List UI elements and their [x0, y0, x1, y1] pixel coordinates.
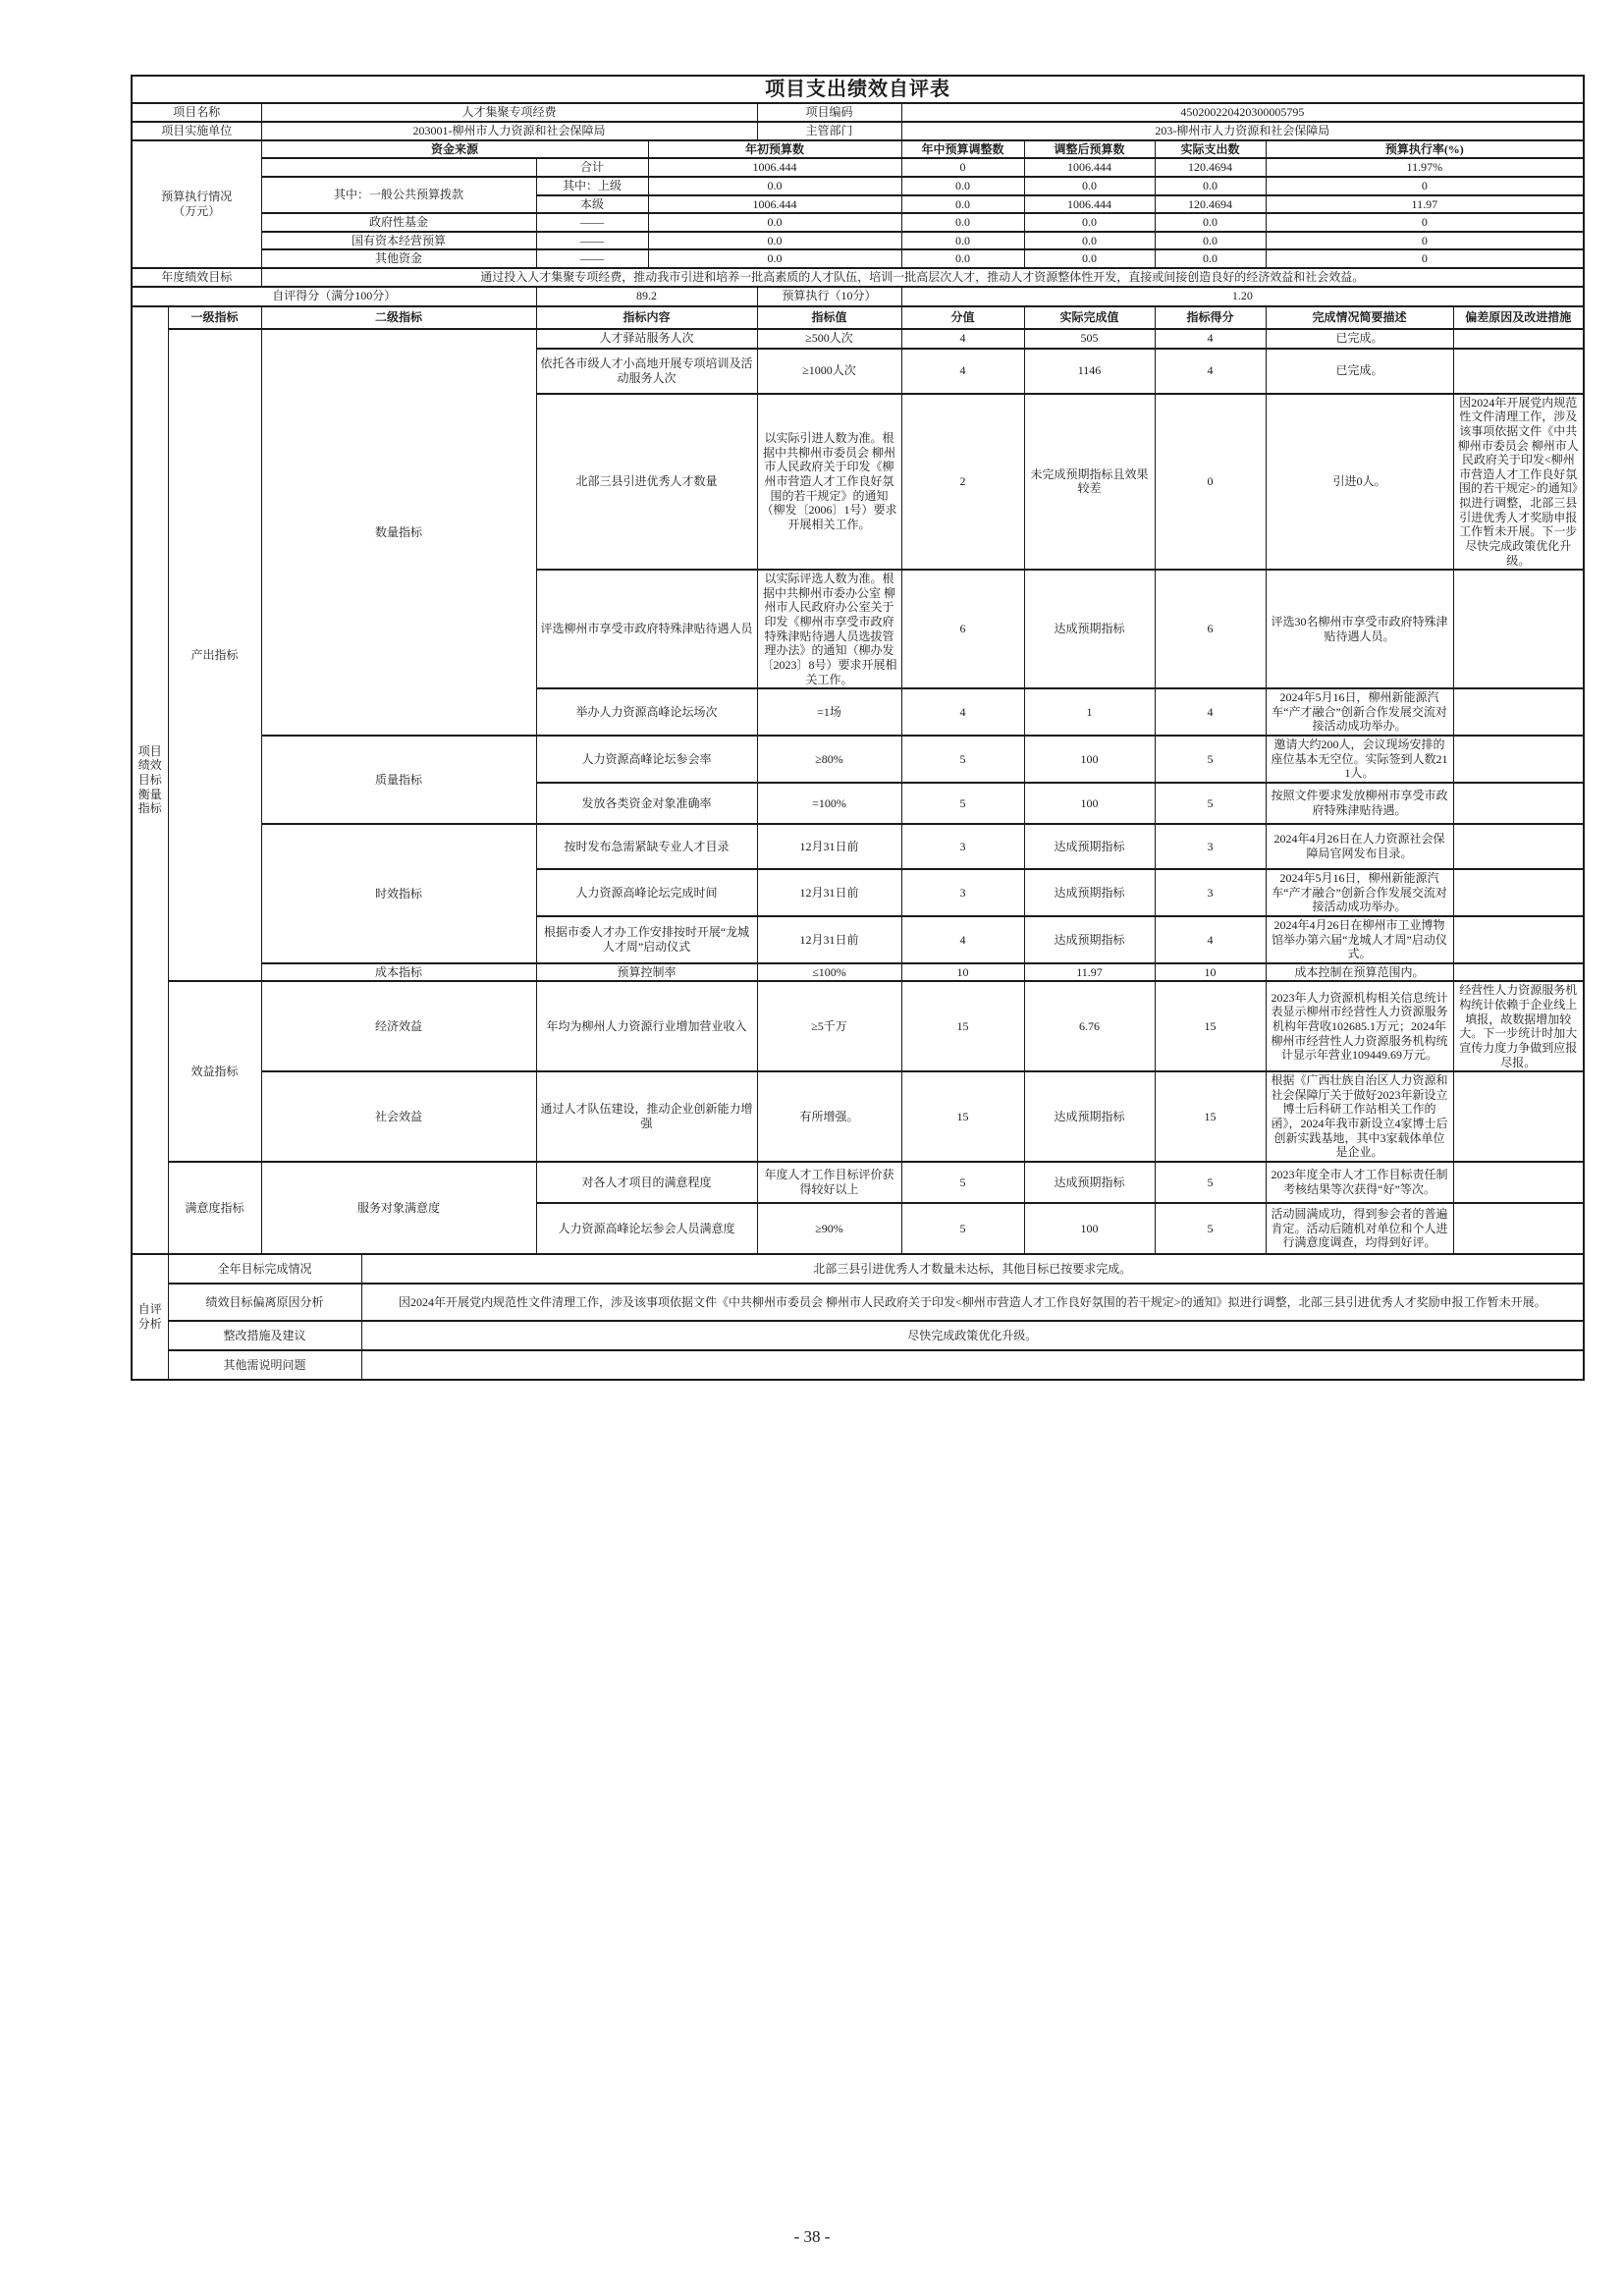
table-row: [132, 287, 1584, 306]
indicator-target: 以实际引进人数为准。根据中共柳州市委员会 柳州市人民政府关于印发《柳州市营造人才工作良好氛围的若干规定》的通知（柳发〔2006〕1号）要求开展相关工作。: [757, 394, 901, 571]
indicator-points: 4: [1155, 349, 1266, 394]
indicator-points: 15: [1155, 1071, 1266, 1162]
self-evaluation-table: [131, 75, 1585, 1381]
fund-mid-adjust: 0.0: [901, 249, 1024, 268]
table-row: [132, 76, 1584, 103]
indicator-actual: 达成预期指标: [1024, 824, 1155, 869]
fund-name: 其中：一般公共预算拨款: [261, 177, 536, 213]
indicator-points: 4: [1155, 688, 1266, 736]
indicator-desc: 邀请大约200人，会议现场安排的座位基本无空位。实际签到人数211人。: [1266, 736, 1453, 783]
fund-adjusted: 1006.444: [1024, 195, 1155, 214]
table-row: [132, 177, 1584, 195]
fund-sub-label: 其中：上级: [536, 177, 648, 195]
indicator-actual: 未完成预期指标且效果较差: [1024, 394, 1155, 571]
indicator-deviation: [1453, 570, 1584, 688]
indicator-deviation: [1453, 688, 1584, 736]
indicator-desc: 已完成。: [1266, 349, 1453, 394]
annual-goal-label: 年度绩效目标: [132, 268, 261, 287]
indicator-actual: 100: [1024, 783, 1155, 824]
budget-header-adjusted: 调整后预算数: [1024, 140, 1155, 159]
col-header-deviation: 偏差原因及改进措施: [1453, 306, 1584, 329]
fund-sub-label: 合计: [536, 158, 648, 177]
indicator-actual: 达成预期指标: [1024, 1162, 1155, 1203]
fund-name: 政府性基金: [261, 213, 536, 232]
indicator-content: 按时发布急需紧缺专业人才目录: [536, 824, 757, 869]
indicator-target: 有所增强。: [757, 1071, 901, 1162]
indicator-deviation: [1453, 1162, 1584, 1203]
table-row: [132, 268, 1584, 287]
unit-label: 项目实施单位: [132, 122, 261, 140]
budget-exec-score-value: 1.20: [901, 287, 1584, 306]
indicator-content: 年均为柳州人力资源行业增加营业收入: [536, 981, 757, 1071]
indicator-content: 人力资源高峰论坛参会人员满意度: [536, 1203, 757, 1254]
indicator-actual: 达成预期指标: [1024, 1071, 1155, 1162]
indicator-actual: 505: [1024, 329, 1155, 349]
indicator-target: ≥80%: [757, 736, 901, 783]
indicator-deviation: [1453, 783, 1584, 824]
indicator-desc: 活动圆满成功，得到参会者的普遍肯定。活动后随机对单位和个人进行满意度调查，均得到好评。: [1266, 1203, 1453, 1254]
fund-initial: 0.0: [648, 249, 901, 268]
fund-actual: 0.0: [1155, 232, 1266, 250]
level1-satisfaction: 满意度指标: [168, 1162, 261, 1254]
table-row: [132, 158, 1584, 177]
indicator-score: 4: [901, 916, 1024, 963]
fund-adjusted: 0.0: [1024, 177, 1155, 195]
level2-economic: 经济效益: [261, 981, 536, 1071]
indicator-target: ≥5千万: [757, 981, 901, 1071]
indicator-desc: 2024年4月26日在人力资源社会保障局官网发布目录。: [1266, 824, 1453, 869]
indicator-points: 10: [1155, 963, 1266, 982]
indicator-score: 2: [901, 394, 1024, 571]
fund-initial: 0.0: [648, 232, 901, 250]
budget-header-mid-adjust: 年中预算调整数: [901, 140, 1024, 159]
indicator-desc: 按照文件要求发放柳州市享受市政府特殊津贴待遇。: [1266, 783, 1453, 824]
fund-mid-adjust: 0: [901, 158, 1024, 177]
indicator-points: 5: [1155, 1162, 1266, 1203]
indicator-actual: 6.76: [1024, 981, 1155, 1071]
indicator-score: 4: [901, 688, 1024, 736]
indicator-target: ≥500人次: [757, 329, 901, 349]
indicator-actual: 11.97: [1024, 963, 1155, 982]
indicator-content: 通过人才队伍建设，推动企业创新能力增强: [536, 1071, 757, 1162]
indicator-target: =100%: [757, 783, 901, 824]
col-header-score: 分值: [901, 306, 1024, 329]
indicator-deviation: [1453, 869, 1584, 916]
indicator-desc: 根据《广西壮族自治区人力资源和社会保障厅关于做好2023年新设立博士后科研工作站相关工作的函》，2024年我市新设立4家博士后创新实践基地，其中3家载体单位是企业。: [1266, 1071, 1453, 1162]
indicator-points: 5: [1155, 1203, 1266, 1254]
indicator-desc: 评选30名柳州市享受市政府特殊津贴待遇人员。: [1266, 570, 1453, 688]
indicator-score: 5: [901, 1162, 1024, 1203]
indicator-deviation: [1453, 1203, 1584, 1254]
level2-cost: 成本指标: [261, 963, 536, 982]
col-header-target: 指标值: [757, 306, 901, 329]
indicator-score: 5: [901, 1203, 1024, 1254]
indicator-points: 0: [1155, 394, 1266, 571]
indicator-content: 评选柳州市享受市政府特殊津贴待遇人员: [536, 570, 757, 688]
table-row: [132, 232, 1584, 250]
project-code-value: 450200220420300005795: [901, 103, 1584, 122]
project-name-label: 项目名称: [132, 103, 261, 122]
summary-content: 因2024年开展党内规范性文件清理工作，涉及该事项依据文件《中共柳州市委员会 柳州市人民政府关于印发<柳州市营造人才工作良好氛围的若干规定>的通知》拟进行调整，北部三县引进优秀人才奖励申报工作暂未开展。: [361, 1284, 1584, 1321]
indicator-target: ≥90%: [757, 1203, 901, 1254]
indicator-deviation: 经营性人力资源服务机构统计依赖于企业线上填报，故数据增加较大。下一步统计时加大宣传力度力争做到应报尽报。: [1453, 981, 1584, 1071]
indicator-deviation: [1453, 916, 1584, 963]
table-row: [132, 306, 1584, 329]
level2-quantity: 数量指标: [261, 329, 536, 736]
indicator-actual: 100: [1024, 1203, 1155, 1254]
indicator-desc: 2023年度全市人才工作目标责任制考核结果等次获得“好”等次。: [1266, 1162, 1453, 1203]
level2-social: 社会效益: [261, 1071, 536, 1162]
indicator-points: 3: [1155, 869, 1266, 916]
budget-section-label: 预算执行情况（万元）: [132, 140, 261, 268]
fund-exec-rate: 0: [1266, 177, 1584, 195]
col-header-desc: 完成情况简要描述: [1266, 306, 1453, 329]
budget-header-initial: 年初预算数: [648, 140, 901, 159]
table-row: [132, 140, 1584, 159]
indicator-deviation: [1453, 1071, 1584, 1162]
summary-content: [361, 1350, 1584, 1380]
summary-content: 尽快完成政策优化升级。: [361, 1321, 1584, 1350]
fund-mid-adjust: 0.0: [901, 213, 1024, 232]
indicator-target: ≤100%: [757, 963, 901, 982]
fund-mid-adjust: 0.0: [901, 177, 1024, 195]
table-row: [132, 963, 1584, 982]
page-number: - 38 -: [793, 2227, 831, 2246]
table-row: [132, 249, 1584, 268]
summary-label: 绩效目标偏离原因分析: [168, 1284, 361, 1321]
summary-content: 北部三县引进优秀人才数量未达标，其他目标已按要求完成。: [361, 1254, 1584, 1284]
budget-header-source: 资金来源: [261, 140, 648, 159]
fund-sub-label: 本级: [536, 195, 648, 214]
project-code-label: 项目编码: [757, 103, 901, 122]
indicator-score: 4: [901, 349, 1024, 394]
indicator-target: 12月31日前: [757, 869, 901, 916]
fund-exec-rate: 11.97: [1266, 195, 1584, 214]
project-name-value: 人才集聚专项经费: [261, 103, 757, 122]
indicator-score: 5: [901, 736, 1024, 783]
indicator-target: ≥1000人次: [757, 349, 901, 394]
level1-benefit: 效益指标: [168, 981, 261, 1162]
fund-mid-adjust: 0.0: [901, 195, 1024, 214]
fund-actual: 0.0: [1155, 249, 1266, 268]
table-row: [132, 736, 1584, 783]
indicator-deviation: [1453, 963, 1584, 982]
fund-actual: 120.4694: [1155, 195, 1266, 214]
summary-label: 全年目标完成情况: [168, 1254, 361, 1284]
indicator-desc: 已完成。: [1266, 329, 1453, 349]
table-row: [132, 981, 1584, 1071]
budget-header-exec-rate: 预算执行率(%): [1266, 140, 1584, 159]
col-header-level2: 二级指标: [261, 306, 536, 329]
fund-actual: 0.0: [1155, 177, 1266, 195]
fund-sub-label: ——: [536, 249, 648, 268]
indicator-points: 5: [1155, 783, 1266, 824]
indicator-score: 15: [901, 1071, 1024, 1162]
fund-name: 国有资本经营预算: [261, 232, 536, 250]
indicator-deviation: [1453, 736, 1584, 783]
indicator-actual: 达成预期指标: [1024, 869, 1155, 916]
indicator-target: 年度人才工作目标评价获得较好以上: [757, 1162, 901, 1203]
table-row: [132, 1162, 1584, 1203]
fund-initial: 1006.444: [648, 195, 901, 214]
indicator-points: 3: [1155, 824, 1266, 869]
self-score-value: 89.2: [536, 287, 757, 306]
fund-exec-rate: 0: [1266, 213, 1584, 232]
indicator-content: 北部三县引进优秀人才数量: [536, 394, 757, 571]
indicator-actual: 达成预期指标: [1024, 916, 1155, 963]
indicator-deviation: [1453, 329, 1584, 349]
indicator-desc: 2024年5月16日，柳州新能源汽车“产才融合”创新合作发展交流对接活动成功举办。: [1266, 688, 1453, 736]
indicator-deviation: [1453, 824, 1584, 869]
dept-value: 203-柳州市人力资源和社会保障局: [901, 122, 1584, 140]
level2-quality: 质量指标: [261, 736, 536, 824]
fund-exec-rate: 0: [1266, 232, 1584, 250]
fund-actual: 120.4694: [1155, 158, 1266, 177]
indicator-content: 人力资源高峰论坛参会率: [536, 736, 757, 783]
fund-initial: 0.0: [648, 213, 901, 232]
indicator-desc: 引进0人。: [1266, 394, 1453, 571]
indicator-target: 12月31日前: [757, 824, 901, 869]
indicator-desc: 成本控制在预算范围内。: [1266, 963, 1453, 982]
indicator-points: 15: [1155, 981, 1266, 1071]
indicator-content: 人才驿站服务人次: [536, 329, 757, 349]
table-row: [132, 122, 1584, 140]
indicator-content: 依托各市级人才小高地开展专项培训及活动服务人次: [536, 349, 757, 394]
indicator-actual: 100: [1024, 736, 1155, 783]
fund-name: [261, 158, 536, 177]
indicator-content: 人力资源高峰论坛完成时间: [536, 869, 757, 916]
indicator-actual: 达成预期指标: [1024, 570, 1155, 688]
indicator-points: 4: [1155, 329, 1266, 349]
budget-exec-score-label: 预算执行（10分）: [757, 287, 901, 306]
table-row: [132, 329, 1584, 349]
fund-adjusted: 0.0: [1024, 232, 1155, 250]
indicator-score: 15: [901, 981, 1024, 1071]
fund-exec-rate: 11.97%: [1266, 158, 1584, 177]
summary-label: 其他需说明问题: [168, 1350, 361, 1380]
indicator-desc: 2023年人力资源机构相关信息统计表显示柳州市经营性人力资源服务机构年营收102685.1万元；2024年柳州市经营性人力资源服务机构统计显示年营业109449.69万元。: [1266, 981, 1453, 1071]
indicator-desc: 2024年5月16日，柳州新能源汽车“产才融合”创新合作发展交流对接活动成功举办。: [1266, 869, 1453, 916]
indicators-side-label: 项目绩效目标衡量指标: [132, 306, 168, 1254]
self-score-label: 自评得分（满分100分）: [132, 287, 536, 306]
indicator-points: 4: [1155, 916, 1266, 963]
indicator-deviation: 因2024年开展党内规范性文件清理工作，涉及该事项依据文件《中共柳州市委员会 柳州市人民政府关于印发<柳州市营造人才工作良好氛围的若干规定>的通知》拟进行调整，北部三县引进优秀人才奖励申报工作暂未开展。下一步尽快完成政策优化升级。: [1453, 394, 1584, 571]
indicator-score: 5: [901, 783, 1024, 824]
summary-side-label: 自评分析: [132, 1254, 168, 1380]
fund-name: 其他资金: [261, 249, 536, 268]
fund-mid-adjust: 0.0: [901, 232, 1024, 250]
table-row: [132, 1350, 1584, 1380]
col-header-points: 指标得分: [1155, 306, 1266, 329]
indicator-score: 3: [901, 824, 1024, 869]
table-row: [132, 824, 1584, 869]
level1-output: 产出指标: [168, 329, 261, 982]
fund-adjusted: 1006.444: [1024, 158, 1155, 177]
level2-service: 服务对象满意度: [261, 1162, 536, 1254]
table-row: [132, 1321, 1584, 1350]
indicator-points: 6: [1155, 570, 1266, 688]
indicator-desc: 2024年4月26日在柳州市工业博物馆举办第六届“龙城人才周”启动仪式。: [1266, 916, 1453, 963]
table-row: [132, 103, 1584, 122]
annual-goal-text: 通过投入人才集聚专项经费，推动我市引进和培养一批高素质的人才队伍，培训一批高层次人才，推动人才资源整体性开发，直接或间接创造良好的经济效益和社会效益。: [261, 268, 1584, 287]
page-title: 项目支出绩效自评表: [132, 76, 1584, 103]
indicator-actual: 1: [1024, 688, 1155, 736]
fund-sub-label: ——: [536, 232, 648, 250]
indicator-content: 根据市委人才办工作安排按时开展“龙城人才周”启动仪式: [536, 916, 757, 963]
fund-adjusted: 0.0: [1024, 249, 1155, 268]
fund-exec-rate: 0: [1266, 249, 1584, 268]
col-header-level1: 一级指标: [168, 306, 261, 329]
indicator-points: 5: [1155, 736, 1266, 783]
fund-initial: 1006.444: [648, 158, 901, 177]
table-row: [132, 1284, 1584, 1321]
col-header-actual: 实际完成值: [1024, 306, 1155, 329]
indicator-content: 发放各类资金对象准确率: [536, 783, 757, 824]
table-row: [132, 1254, 1584, 1284]
unit-value: 203001-柳州市人力资源和社会保障局: [261, 122, 757, 140]
table-row: [132, 1071, 1584, 1162]
col-header-content: 指标内容: [536, 306, 757, 329]
fund-actual: 0.0: [1155, 213, 1266, 232]
dept-label: 主管部门: [757, 122, 901, 140]
fund-initial: 0.0: [648, 177, 901, 195]
indicator-content: 对各人才项目的满意程度: [536, 1162, 757, 1203]
fund-sub-label: ——: [536, 213, 648, 232]
budget-header-actual: 实际支出数: [1155, 140, 1266, 159]
indicator-score: 3: [901, 869, 1024, 916]
indicator-content: 预算控制率: [536, 963, 757, 982]
level2-timeliness: 时效指标: [261, 824, 536, 963]
indicator-content: 举办人力资源高峰论坛场次: [536, 688, 757, 736]
indicator-score: 4: [901, 329, 1024, 349]
indicator-score: 10: [901, 963, 1024, 982]
summary-label: 整改措施及建议: [168, 1321, 361, 1350]
indicator-actual: 1146: [1024, 349, 1155, 394]
fund-adjusted: 0.0: [1024, 213, 1155, 232]
indicator-target: =1场: [757, 688, 901, 736]
indicator-target: 以实际评选人数为准。根据中共柳州市委办公室 柳州市人民政府办公室关于印发《柳州市享受市政府特殊津贴待遇人员选拔管理办法》的通知（柳办发〔2023〕8号）要求开展相关工作。: [757, 570, 901, 688]
indicator-target: 12月31日前: [757, 916, 901, 963]
indicator-score: 6: [901, 570, 1024, 688]
indicator-deviation: [1453, 349, 1584, 394]
table-row: [132, 213, 1584, 232]
